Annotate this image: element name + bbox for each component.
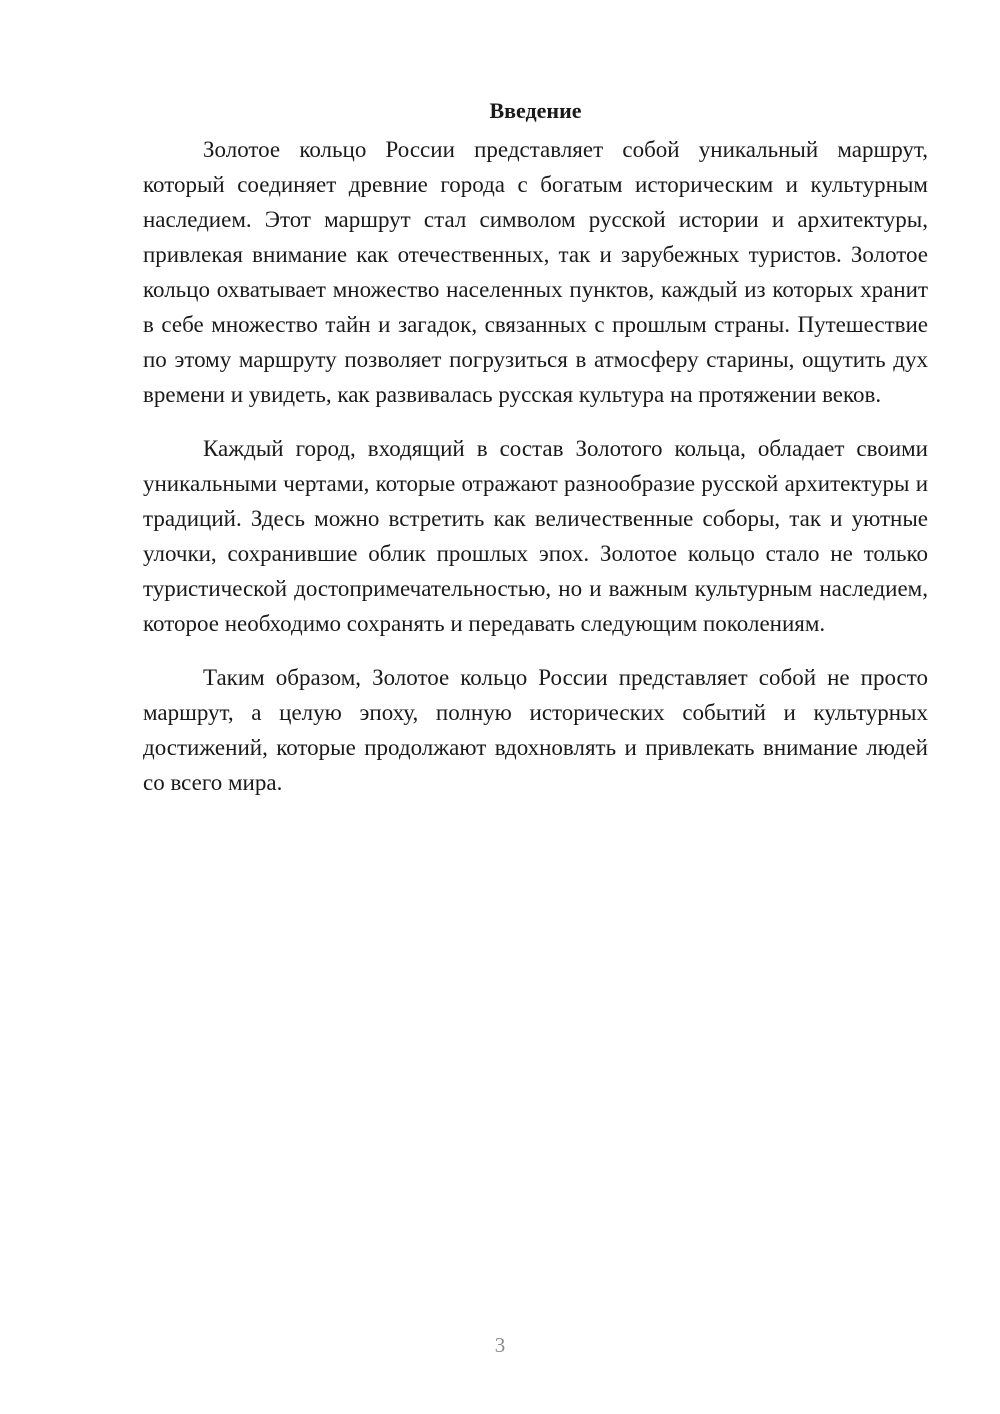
- paragraph-2: Каждый город, входящий в состав Золотого кольца, обладает своими уникальными чертами, которые отражают разнообразие русской архитектуры и традиций. Здесь можно встретить как величественные соборы, так и уютные улочки, сохранившие облик прошлых эпох. Золотое кольцо стало не только туристической достопримечательностью, но и важным культурным наследием, которое необходимо сохранять и передавать следующим поколениям.: [143, 436, 928, 636]
- page-body: [143, 96, 928, 819]
- paragraph-3: Таким образом, Золотое кольцо России представляет собой не просто маршрут, а целую эпоху, полную исторических событий и культурных достижений, которые продолжают вдохновлять и привлекать внимание людей со всего мира.: [143, 665, 928, 795]
- paragraph-1: Золотое кольцо России представляет собой уникальный маршрут, который соединяет древние города с богатым историческим и культурным наследием. Этот маршрут стал символом русской истории и архитектуры, привлекая внимание как отечественных, так и зарубежных туристов. Золотое кольцо охватывает множество населенных пунктов, каждый из которых хранит в себе множество тайн и загадок, связанных с прошлым страны. Путешествие по этому маршруту позволяет погрузиться в атмосферу старины, ощутить дух времени и увидеть, как развивалась русская культура на протяжении веков.: [143, 137, 928, 407]
- section-title: Введение: [489, 98, 582, 123]
- page-number: 3: [494, 1333, 506, 1357]
